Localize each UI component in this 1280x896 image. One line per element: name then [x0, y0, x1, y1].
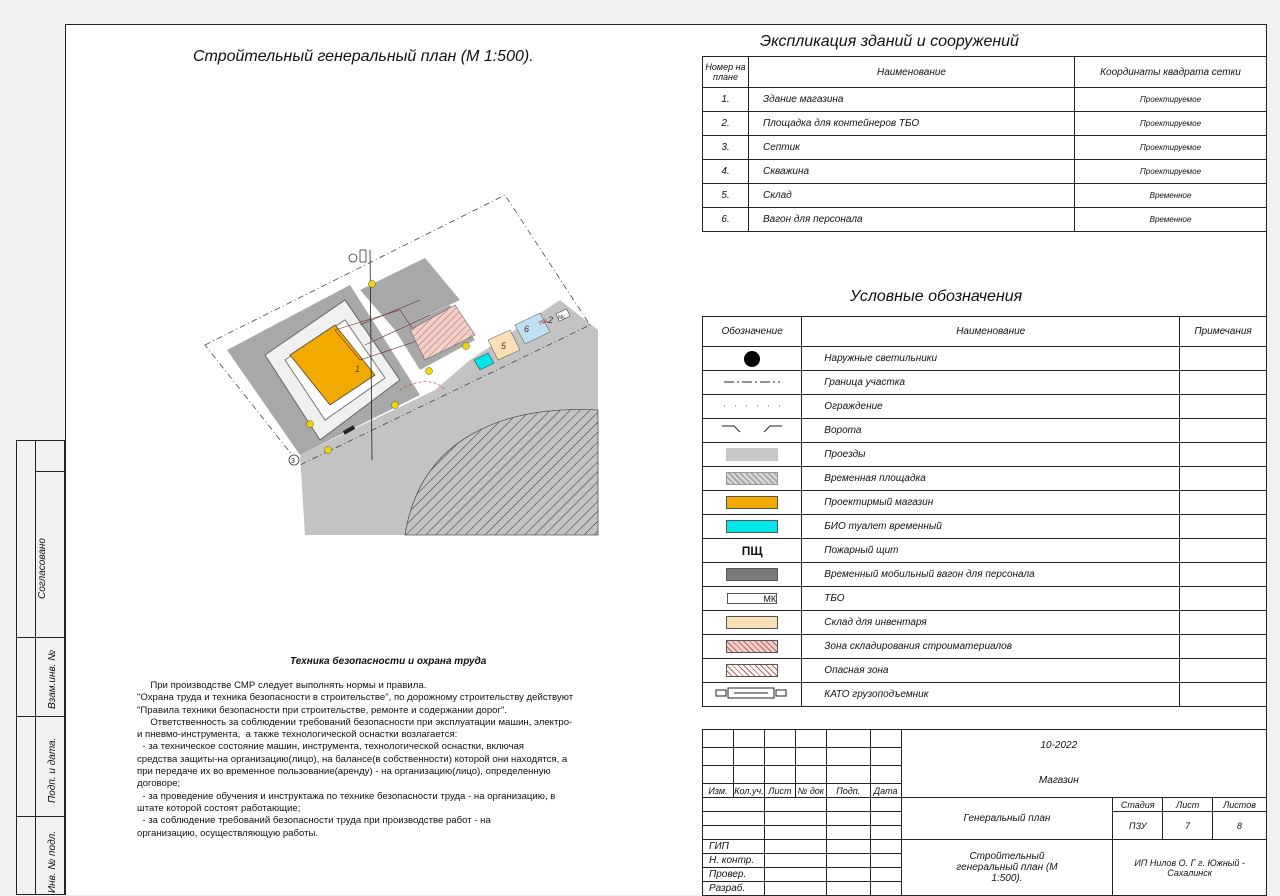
safety-text: При производстве СМР следует выполнять нормы и правила. "Охрана труда и техника безопасности в строительстве", по дорожному строительству действуют "Правила техники безопасности при строительстве, ремонте и содержании дорог". Ответственность за соблюдении требований безопасности при эксплуатации машин, электро- и пневмо-инструмента, а также технологической оснастки возлагается: - за техническое состояние машин, инструмента, технологической оснастки, включая средства защиты-на организацию(лицо), на балансе(в собственности) которой они находятся, а при передаче их во временное пользование(аренду) - на организацию(лицо), определенную договоре; - за проведение обучения и инструктажа по технике безопасности труда - на организацию, в штате которой состоят работающие; - за соблюдение требований безопасности труда при производстве работ - на организацию, осуществляющую работы. — [137, 680, 574, 839]
project-code: 10-2022 — [1040, 740, 1078, 751]
legend-header-note: Примечания — [1180, 317, 1267, 347]
header-coords: Координаты квадрата сетки — [1075, 57, 1267, 88]
svg-text:3: 3 — [291, 458, 295, 465]
legend-header-sym: Обозначение — [703, 317, 802, 347]
side-vzam: Взам.инв. № — [47, 649, 58, 709]
side-stamp — [16, 440, 65, 895]
side-podp: Подп. и дата. — [47, 737, 58, 803]
legend-table: Обозначение Наименование Примечания Наружные светильники Граница участка Ограждение Ворота Проезды Временная площадка Проектирмый магазин БИО туалет временный ПЩ Пожарный щит Временный мобильный вагон для персонала МК ТБО Склад для инвентаря Зона складирования строиматериалов Опасная зона КАТО грузоподъемник — [702, 316, 1267, 707]
side-agreed: Согласовано — [37, 538, 48, 599]
plan-title: Стройтельный генеральный план (М 1:500). — [193, 48, 534, 65]
organization: ИП Нилов О. Г г. Южный - Сахалинск — [1113, 840, 1267, 896]
drawing-name: Генеральный план — [901, 798, 1113, 840]
explication-table: Номер на плане Наименование Координаты квадрата сетки 1. Здание магазина Проектируемое 2. Площадка для контейнеров ТБО Проектируемое 3. Септик Проектируемое 4. Скважина Проектируемое 5. Склад Временное 6. Вагон для персонала Временное — [702, 56, 1267, 232]
header-name: Наименование — [749, 57, 1075, 88]
sheet-name: Стройтельный генеральный план (М 1:500). — [901, 840, 1113, 896]
svg-text:МК: МК — [558, 315, 566, 321]
svg-text:6: 6 — [524, 324, 530, 334]
title-block: 10-2022 Магазин Изм. Кол.уч. Лист № док Подп. Дата Генеральный план Стадия Лист Листов ПЗУ 7 8 ГИП Стройтельный генеральный план (М 1:500). ИП Нилов О. Г г. Южный - Сахалинск Н. контр. Провер. Разраб. — [702, 729, 1267, 896]
svg-text:2: 2 — [548, 315, 554, 325]
site-plan — [195, 180, 615, 540]
project-object: Магазин — [1038, 775, 1079, 786]
legend-header-name: Наименование — [802, 317, 1180, 347]
svg-text:5: 5 — [501, 341, 507, 351]
header-num: Номер на плане — [703, 57, 749, 88]
svg-text:1: 1 — [355, 364, 361, 374]
legend-title: Условные обозначения — [850, 288, 1023, 305]
side-inv: Инв. № подл. — [47, 830, 58, 893]
svg-text:ПЩ: ПЩ — [538, 317, 549, 327]
safety-title: Техника безопасности и охрана труда — [290, 656, 487, 667]
explication-title: Экспликация зданий и сооружений — [760, 33, 1019, 50]
